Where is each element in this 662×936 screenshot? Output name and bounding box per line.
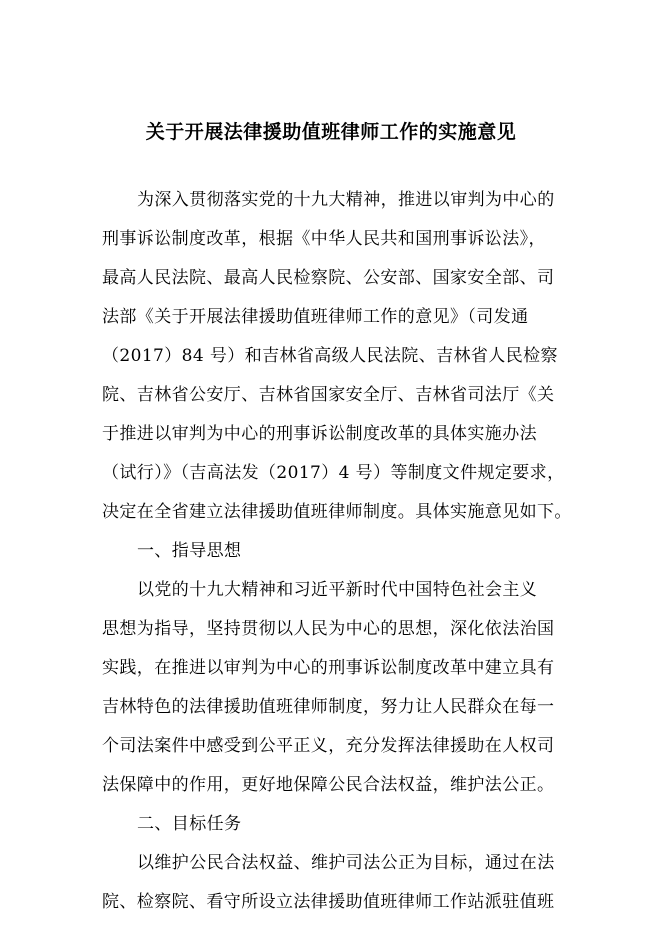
paragraph-line: 院、检察院、看守所设立法律援助值班律师工作站派驻值班: [102, 892, 555, 912]
paragraph-line: 为深入贯彻落实党的十九大精神，推进以审判为中心的: [137, 190, 555, 210]
paragraph-line: 决定在全省建立法律援助值班律师制度。具体实施意见如下。: [102, 502, 572, 522]
paragraph-line: 个司法案件中感受到公平正义，充分发挥法律援助在人权司: [102, 736, 555, 756]
paragraph-line: 刑事诉讼制度改革，根据《中华人民共和国刑事诉讼法》，: [102, 229, 546, 249]
paragraph-line: 院、吉林省公安厅、吉林省国家安全厅、吉林省司法厅《关: [102, 385, 555, 405]
paragraph-line: 以维护公民合法权益、维护司法公正为目标，通过在法: [137, 853, 555, 873]
paragraph-line: 吉林特色的法律援助值班律师制度，努力让人民群众在每一: [102, 697, 555, 717]
paragraph-line: 于推进以审判为中心的刑事诉讼制度改革的具体实施办法: [102, 424, 537, 444]
document-title: 关于开展法律援助值班律师工作的实施意见: [145, 121, 517, 143]
section-heading-guiding-ideology: 一、指导思想: [137, 541, 242, 561]
paragraph-line: 思想为指导，坚持贯彻以人民为中心的思想，深化依法治国: [102, 619, 555, 639]
paragraph-line: 法部《关于开展法律援助值班律师工作的意见》（司发通: [102, 307, 529, 327]
paragraph-line: （2017）84 号）和吉林省高级人民法院、吉林省人民检察: [102, 346, 558, 366]
paragraph-line: 实践，在推进以审判为中心的刑事诉讼制度改革中建立具有: [102, 658, 555, 678]
section-heading-goals-tasks: 二、目标任务: [137, 814, 242, 834]
paragraph-line: （试行）》（吉高法发（2017）4 号）等制度文件规定要求，: [102, 463, 565, 483]
paragraph-line: 以党的十九大精神和习近平新时代中国特色社会主义: [137, 580, 538, 600]
paragraph-line: 法保障中的作用，更好地保障公民合法权益，维护法公正。: [102, 775, 555, 795]
paragraph-line: 最高人民法院、最高人民检察院、公安部、国家安全部、司: [102, 268, 555, 288]
